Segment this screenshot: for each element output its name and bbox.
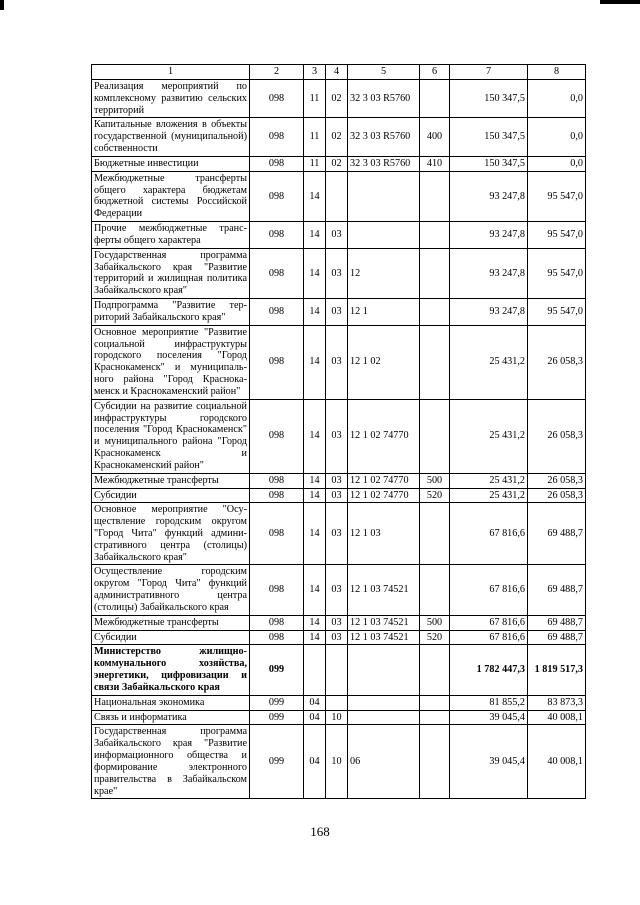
table-row [92,325,586,399]
table-row [92,80,586,118]
header-cell: 1 [92,65,250,80]
table-row [92,695,586,710]
expense-type-cell [420,645,450,695]
amount-cell: 40 008,1 [528,725,586,799]
amount-cell: 26 058,3 [528,473,586,488]
amount-cell: 67 816,6 [450,630,528,645]
table-row [92,645,586,695]
target-article-cell [348,171,420,221]
expense-type-cell [420,565,450,615]
name-cell: Основное мероприятие "Осуществление городским округом "Город Чита" функций административного центра (столицы) Забайкальского края" [92,503,250,565]
section-code-cell: 04 [304,710,326,725]
table-row [92,156,586,171]
ministry-code-cell: 098 [250,630,304,645]
ministry-code-cell: 099 [250,645,304,695]
subsection-code-cell [326,171,348,221]
section-code-cell: 14 [304,473,326,488]
table-row [92,565,586,615]
subsection-code-cell: 03 [326,222,348,249]
header-cell: 7 [450,65,528,80]
amount-cell: 67 816,6 [450,615,528,630]
table-row [92,725,586,799]
amount-cell: 93 247,8 [450,248,528,298]
amount-cell: 69 488,7 [528,565,586,615]
amount-cell: 83 873,3 [528,695,586,710]
table-row [92,248,586,298]
amount-cell: 25 431,2 [450,473,528,488]
target-article-cell: 12 1 [348,299,420,326]
scan-mark [600,0,640,4]
amount-cell: 26 058,3 [528,399,586,473]
section-code-cell: 14 [304,488,326,503]
header-cell: 5 [348,65,420,80]
amount-cell: 67 816,6 [450,503,528,565]
amount-cell: 39 045,4 [450,725,528,799]
ministry-code-cell: 098 [250,299,304,326]
section-code-cell: 14 [304,325,326,399]
amount-cell: 0,0 [528,118,586,156]
scan-mark [0,0,4,10]
name-cell: Субсидии [92,488,250,503]
name-cell: Субсидии на развитие социальной инфраструктуры городского поселения "Город Краснокаменск" и муниципального района "Город Краснокаменск и Краснокаменский район" [92,399,250,473]
section-code-cell: 14 [304,615,326,630]
name-cell: Связь и информатика [92,710,250,725]
subsection-code-cell: 03 [326,503,348,565]
section-code-cell: 04 [304,695,326,710]
amount-cell: 95 547,0 [528,299,586,326]
target-article-cell: 32 3 03 R5760 [348,80,420,118]
target-article-cell: 12 [348,248,420,298]
table-row [92,171,586,221]
amount-cell: 0,0 [528,156,586,171]
expense-type-cell: 520 [420,630,450,645]
name-cell: Капитальные вложения в объекты государственной (муниципальной) собственности [92,118,250,156]
expense-type-cell [420,695,450,710]
name-cell: Прочие межбюджетные трансферты общего характера [92,222,250,249]
target-article-cell: 12 1 03 74521 [348,565,420,615]
name-cell: Субсидии [92,630,250,645]
table-row [92,299,586,326]
section-code-cell: 14 [304,630,326,645]
subsection-code-cell: 03 [326,299,348,326]
target-article-cell [348,222,420,249]
header-cell: 3 [304,65,326,80]
subsection-code-cell: 02 [326,118,348,156]
target-article-cell: 12 1 03 74521 [348,630,420,645]
amount-cell: 95 547,0 [528,248,586,298]
target-article-cell: 12 1 02 74770 [348,473,420,488]
section-code-cell: 04 [304,725,326,799]
expense-type-cell [420,80,450,118]
ministry-code-cell: 098 [250,222,304,249]
ministry-code-cell: 098 [250,503,304,565]
header-cell: 8 [528,65,586,80]
amount-cell: 1 819 517,3 [528,645,586,695]
table-row [92,118,586,156]
section-code-cell: 14 [304,248,326,298]
budget-table [91,64,586,799]
expense-type-cell: 400 [420,118,450,156]
amount-cell: 40 008,1 [528,710,586,725]
table-row [92,710,586,725]
header-cell: 6 [420,65,450,80]
name-cell: Национальная экономика [92,695,250,710]
table-row [92,399,586,473]
amount-cell: 25 431,2 [450,325,528,399]
amount-cell: 93 247,8 [450,171,528,221]
name-cell: Государственная программа Забайкальского края "Развитие территорий и жилищная политика Забайкальского края" [92,248,250,298]
name-cell: Государственная программа Забайкальского края "Развитие информационного общества и формирование электронного правительства в Забайкальском крае" [92,725,250,799]
amount-cell: 26 058,3 [528,488,586,503]
expense-type-cell [420,725,450,799]
ministry-code-cell: 099 [250,710,304,725]
amount-cell: 93 247,8 [450,222,528,249]
section-code-cell: 14 [304,222,326,249]
subsection-code-cell: 03 [326,488,348,503]
amount-cell: 95 547,0 [528,171,586,221]
name-cell: Основное мероприятие "Развитие социальной инфраструктуры городского поселения "Город Краснокаменск" и муниципального района "Город Краснокаменск и Краснокаменский район" [92,325,250,399]
subsection-code-cell [326,695,348,710]
section-code-cell [304,645,326,695]
subsection-code-cell [326,645,348,695]
subsection-code-cell: 03 [326,473,348,488]
amount-cell: 81 855,2 [450,695,528,710]
expense-type-cell [420,325,450,399]
ministry-code-cell: 098 [250,615,304,630]
section-code-cell: 14 [304,503,326,565]
amount-cell: 150 347,5 [450,80,528,118]
expense-type-cell: 520 [420,488,450,503]
target-article-cell [348,710,420,725]
ministry-code-cell: 099 [250,725,304,799]
amount-cell: 1 782 447,3 [450,645,528,695]
subsection-code-cell: 10 [326,725,348,799]
amount-cell: 69 488,7 [528,630,586,645]
amount-cell: 69 488,7 [528,503,586,565]
name-cell: Реализация мероприятий по комплексному развитию сельских территорий [92,80,250,118]
target-article-cell: 06 [348,725,420,799]
subsection-code-cell: 03 [326,325,348,399]
name-cell: Подпрограмма "Развитие территорий Забайкальского края" [92,299,250,326]
expense-type-cell: 500 [420,615,450,630]
ministry-code-cell: 098 [250,171,304,221]
table-row [92,630,586,645]
name-cell: Министерство жилищно-коммунального хозяйства, энергетики, цифровизации и связи Забайкальского края [92,645,250,695]
expense-type-cell [420,710,450,725]
amount-cell: 93 247,8 [450,299,528,326]
expense-type-cell: 500 [420,473,450,488]
expense-type-cell [420,222,450,249]
ministry-code-cell: 098 [250,473,304,488]
amount-cell: 95 547,0 [528,222,586,249]
expense-type-cell: 410 [420,156,450,171]
section-code-cell: 14 [304,299,326,326]
header-cell: 2 [250,65,304,80]
table-row [92,488,586,503]
target-article-cell [348,645,420,695]
target-article-cell [348,695,420,710]
ministry-code-cell: 098 [250,80,304,118]
table-row [92,473,586,488]
header-row [92,65,586,80]
name-cell: Осуществление городским округом "Город Чита" функций административного центра (столицы) Забайкальского края [92,565,250,615]
table-row [92,222,586,249]
ministry-code-cell: 098 [250,118,304,156]
target-article-cell: 12 1 03 [348,503,420,565]
name-cell: Межбюджетные трансферты [92,615,250,630]
target-article-cell: 12 1 02 [348,325,420,399]
section-code-cell: 11 [304,156,326,171]
ministry-code-cell: 098 [250,325,304,399]
subsection-code-cell: 03 [326,615,348,630]
section-code-cell: 14 [304,171,326,221]
ministry-code-cell: 098 [250,565,304,615]
subsection-code-cell: 03 [326,399,348,473]
page-number: 168 [310,824,330,839]
target-article-cell: 12 1 02 74770 [348,399,420,473]
amount-cell: 0,0 [528,80,586,118]
ministry-code-cell: 099 [250,695,304,710]
amount-cell: 150 347,5 [450,118,528,156]
amount-cell: 25 431,2 [450,488,528,503]
amount-cell: 26 058,3 [528,325,586,399]
subsection-code-cell: 02 [326,156,348,171]
amount-cell: 67 816,6 [450,565,528,615]
subsection-code-cell: 03 [326,630,348,645]
section-code-cell: 14 [304,565,326,615]
name-cell: Бюджетные инвестиции [92,156,250,171]
subsection-code-cell: 02 [326,80,348,118]
target-article-cell: 32 3 03 R5760 [348,156,420,171]
name-cell: Межбюджетные трансферты [92,473,250,488]
header-cell: 4 [326,65,348,80]
ministry-code-cell: 098 [250,156,304,171]
expense-type-cell [420,171,450,221]
amount-cell: 39 045,4 [450,710,528,725]
section-code-cell: 14 [304,399,326,473]
section-code-cell: 11 [304,80,326,118]
table-row [92,615,586,630]
ministry-code-cell: 098 [250,248,304,298]
ministry-code-cell: 098 [250,488,304,503]
expense-type-cell [420,248,450,298]
amount-cell: 150 347,5 [450,156,528,171]
target-article-cell: 12 1 03 74521 [348,615,420,630]
ministry-code-cell: 098 [250,399,304,473]
subsection-code-cell: 10 [326,710,348,725]
expense-type-cell [420,503,450,565]
expense-type-cell [420,399,450,473]
amount-cell: 25 431,2 [450,399,528,473]
name-cell: Межбюджетные трансферты общего характера бюджетам бюджетной системы Российской Федерации [92,171,250,221]
subsection-code-cell: 03 [326,565,348,615]
section-code-cell: 11 [304,118,326,156]
expense-type-cell [420,299,450,326]
target-article-cell: 32 3 03 R5760 [348,118,420,156]
table-body [92,65,586,799]
subsection-code-cell: 03 [326,248,348,298]
target-article-cell: 12 1 02 74770 [348,488,420,503]
table-row [92,503,586,565]
amount-cell: 69 488,7 [528,615,586,630]
